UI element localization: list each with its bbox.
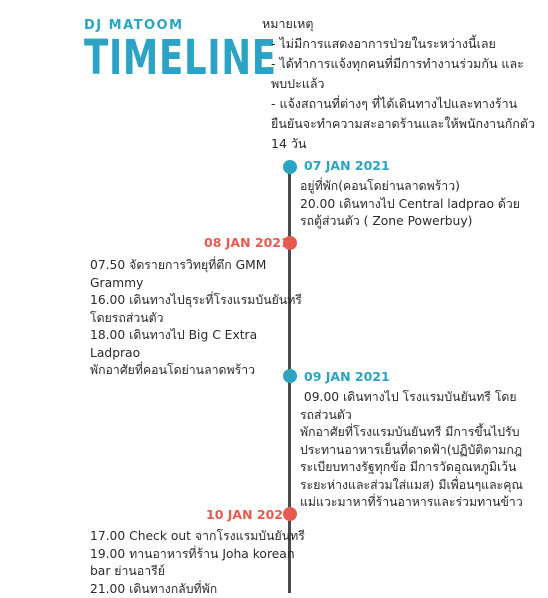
entry-line: Ladprao — [90, 345, 302, 363]
notes-heading: หมายเหตุ — [262, 14, 544, 34]
notes-panel — [262, 14, 544, 154]
timeline-date: 09 JAN 2021 — [304, 369, 390, 384]
timeline-entry — [300, 389, 523, 512]
entry-line: 21.00 เดินทางกลับที่พัก — [90, 581, 305, 598]
timeline-entry — [90, 257, 302, 380]
entry-line: 16.00 เดินทางไปธุระที่โรงแรมบันยันทรี — [90, 292, 302, 310]
notes-line: ยืนยันจะทำความสะอาดร้านและให้พนักงานกักตัว — [262, 114, 544, 134]
timeline-date: 07 JAN 2021 — [304, 158, 390, 173]
notes-line: - ได้ทำการแจ้งทุกคนที่มีการทำงานร่วมกัน และ — [262, 54, 544, 74]
entry-line: รถส่วนตัว — [300, 407, 523, 425]
timeline-dot — [283, 160, 297, 174]
notes-line: 14 วัน — [262, 134, 544, 154]
entry-line: รถตู้ส่วนตัว ( Zone Powerbuy) — [300, 213, 520, 231]
timeline-date: 10 JAN 2021 — [206, 507, 292, 522]
notes-line: พบปะแล้ว — [262, 74, 544, 94]
entry-line: โดยรถส่วนตัว — [90, 310, 302, 328]
timeline-entry — [90, 528, 305, 598]
entry-line: 18.00 เดินทางไป Big C Extra — [90, 327, 302, 345]
entry-line: ระยะห่างและส่วมใส่แมส) มีเพื่อนๆและคุณ — [300, 477, 523, 495]
notes-line: - ไม่มีการแสดงอาการป่วยในระหว่างนี้เลย — [262, 34, 544, 54]
entry-line: 07.50 จัดรายการวิทยุที่ตึก GMM — [90, 257, 302, 275]
entry-line: ประทานอาหารเย็นที่ดาดฟ้า(ปฏิบัติตามกฎ — [300, 442, 523, 460]
entry-line: ระเบียบทางรัฐทุกข้อ มีการวัดอุณหภูมิเว้น — [300, 459, 523, 477]
entry-line: Grammy — [90, 275, 302, 293]
entry-line: อยู่ที่พัก(คอนโดย่านลาดพร้าว) — [300, 178, 520, 196]
page-title: TIMELINE — [84, 34, 277, 82]
timeline-date: 08 JAN 2021 — [204, 235, 290, 250]
timeline-entry — [300, 178, 520, 231]
entry-line: 09.00 เดินทางไป โรงแรมบันยันทรี โดย — [300, 389, 523, 407]
entry-line: พักอาศัยที่คอนโดย่านลาดพร้าว — [90, 362, 302, 380]
entry-line: 17.00 Check out จากโรงแรมบันยันทรี — [90, 528, 305, 546]
timeline-dot — [283, 369, 297, 383]
entry-line: 20.00 เดินทางไป Central ladprao ด้วย — [300, 196, 520, 214]
header-subtitle: DJ MATOOM — [84, 18, 184, 33]
entry-line: bar ย่านอารีย์ — [90, 563, 305, 581]
entry-line: 19.00 ทานอาหารที่ร้าน Joha korean — [90, 546, 305, 564]
entry-line: พักอาศัยที่โรงแรมบันยันทรี มีการขึ้นไปรับ — [300, 424, 523, 442]
notes-line: - แจ้งสถานที่ต่างๆ ที่ได้เดินทางไปและทางร้าน — [262, 94, 544, 114]
entry-line: แม่แวะมาหาที่ร้านอาหารและร่วมทานข้าว — [300, 494, 523, 512]
